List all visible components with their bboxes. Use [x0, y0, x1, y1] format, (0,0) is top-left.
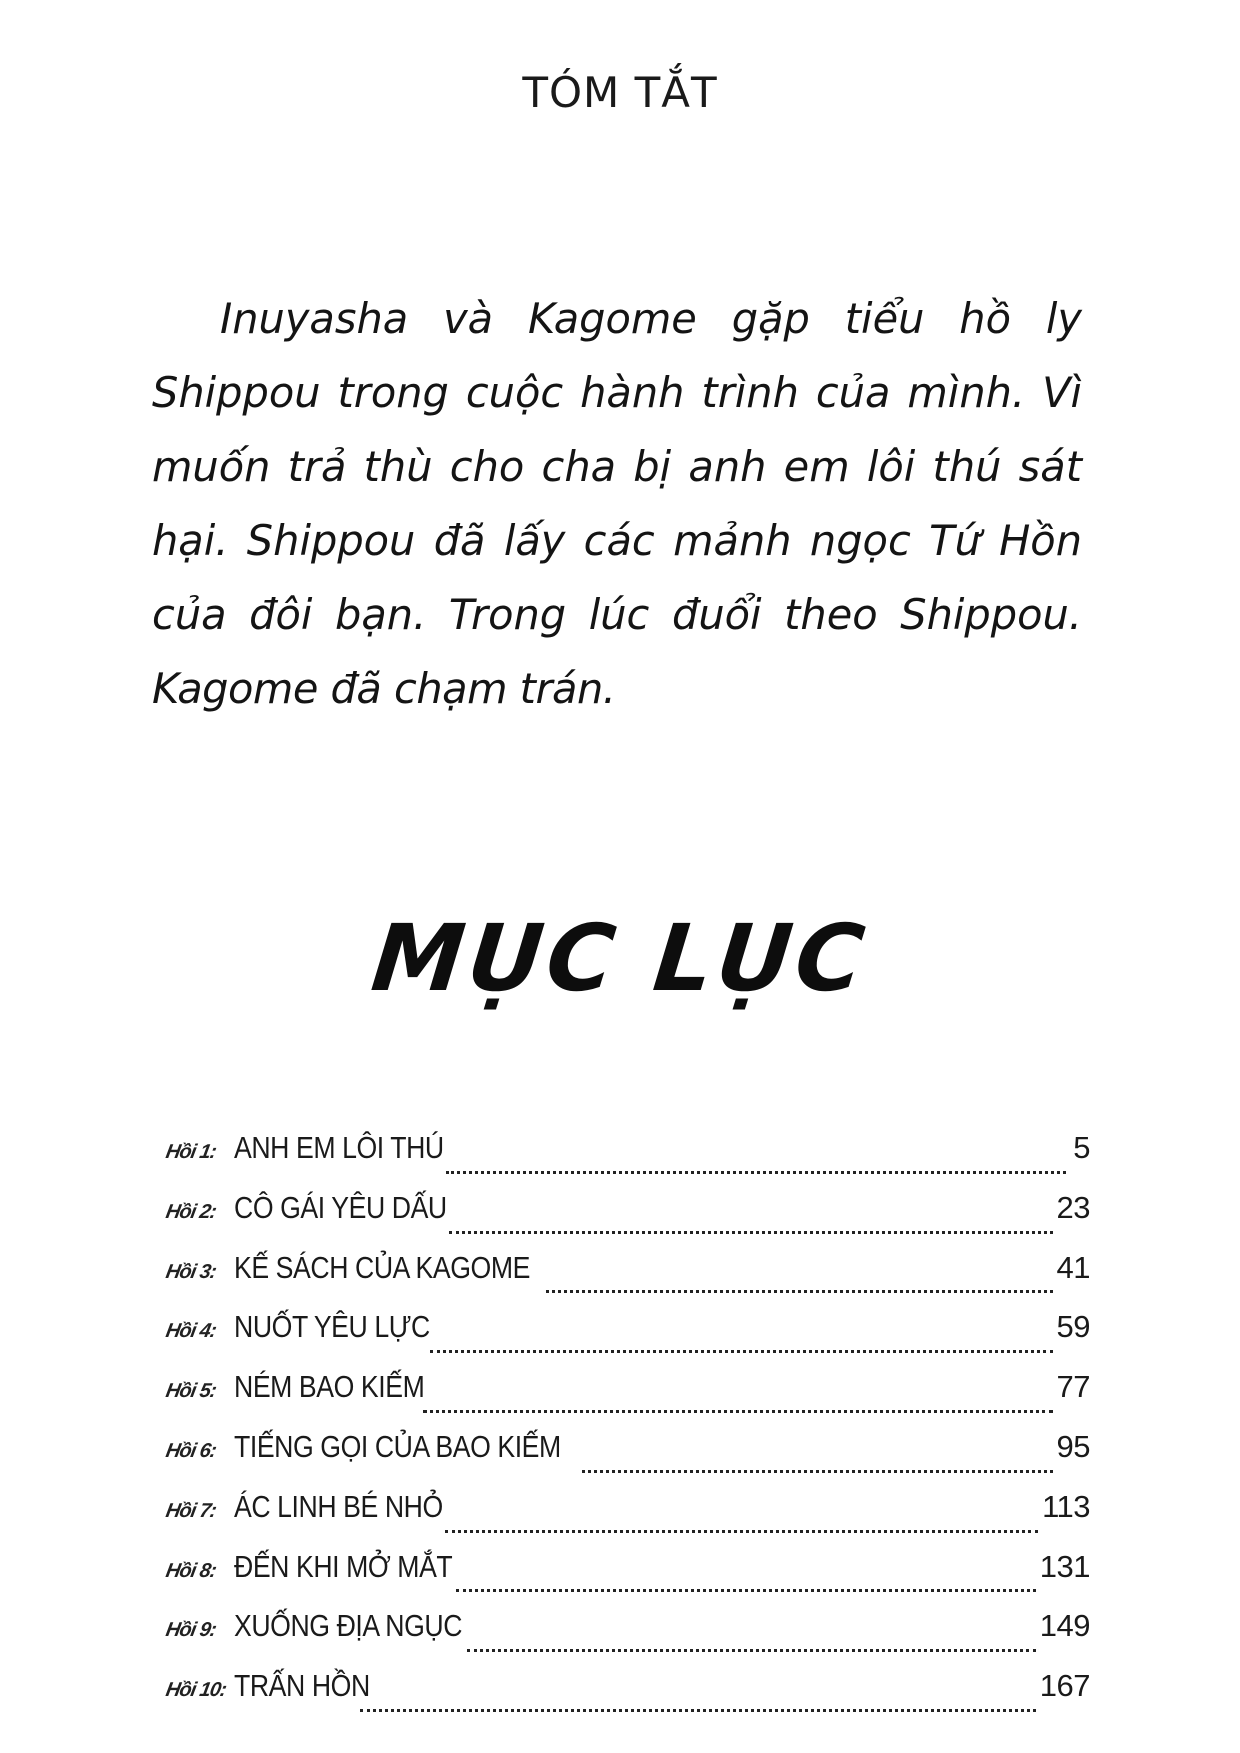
- toc-chapter-label: Hồi 10:: [164, 1679, 228, 1702]
- toc-title: MỤC LỤC: [367, 905, 873, 1012]
- toc-chapter-label: Hồi 1:: [164, 1141, 218, 1163]
- toc-chapter-label: Hồi 7:: [164, 1499, 218, 1522]
- toc-entry: [166, 1309, 1090, 1369]
- toc-entry: [166, 1489, 1090, 1549]
- toc-leader-dots: [582, 1470, 1053, 1473]
- summary-paragraph: [152, 282, 1082, 726]
- toc-entry: [166, 1190, 1090, 1250]
- toc-chapter-label: Hồi 6:: [164, 1439, 218, 1462]
- toc-page-number: 149: [1039, 1608, 1090, 1644]
- toc-page-number: 23: [1056, 1189, 1090, 1225]
- toc-page-number: 59: [1056, 1309, 1090, 1345]
- toc-page-number: 167: [1039, 1668, 1090, 1704]
- toc-entry: [166, 1668, 1090, 1728]
- toc-entry: [166, 1608, 1090, 1668]
- toc-entry: [166, 1369, 1090, 1429]
- toc-chapter-title: TIẾNG GỌI CỦA BAO KIẾM: [234, 1428, 561, 1464]
- summary-line: Inuyasha và Kagome gặp tiểu hồ ly: [220, 294, 1082, 343]
- summary-line: hại. Shippou đã lấy các mảnh ngọc Tứ Hồn: [152, 516, 1082, 565]
- toc-leader-dots: [430, 1350, 1053, 1353]
- toc-chapter-title: NÉM BAO KIẾM: [234, 1369, 425, 1405]
- toc-chapter-title: TRẤN HỒN: [234, 1668, 370, 1704]
- toc-page-number: 131: [1039, 1548, 1090, 1584]
- toc-page-number: 5: [1073, 1130, 1090, 1165]
- summary-line: muốn trả thù cho cha bị anh em lôi thú sát: [152, 442, 1082, 491]
- toc-page-number: 41: [1056, 1249, 1090, 1285]
- toc-chapter-title: XUỐNG ĐỊA NGỤC: [234, 1608, 463, 1644]
- summary-title: TÓM TẮT: [522, 68, 718, 117]
- toc-entry: [166, 1549, 1090, 1609]
- toc-entry: [166, 1429, 1090, 1489]
- summary-line: Kagome đã chạm trán.: [152, 664, 616, 713]
- toc-chapter-title: CÔ GÁI YÊU DẤU: [234, 1189, 447, 1225]
- toc-leader-dots: [446, 1171, 1066, 1174]
- toc-leader-dots: [449, 1231, 1052, 1234]
- toc-chapter-title: KẾ SÁCH CỦA KAGOME: [234, 1249, 530, 1285]
- toc-chapter-title: ĐẾN KHI MỞ MẮT: [234, 1548, 453, 1584]
- toc-chapter-label: Hồi 8:: [164, 1559, 218, 1582]
- toc-chapter-label: Hồi 4:: [164, 1320, 218, 1343]
- toc-page-number: 77: [1056, 1369, 1090, 1405]
- toc-chapter-label: Hồi 9:: [164, 1619, 218, 1642]
- toc-chapter-label: Hồi 3:: [164, 1260, 218, 1283]
- toc-leader-dots: [456, 1589, 1036, 1592]
- toc-entry: [166, 1130, 1090, 1190]
- summary-line: Shippou trong cuộc hành trình của mình. Vì: [152, 368, 1082, 417]
- toc-page-number: 95: [1056, 1428, 1090, 1464]
- toc-entry: [166, 1250, 1090, 1310]
- toc-chapter-title: ANH EM LÔI THÚ: [234, 1130, 444, 1165]
- toc-leader-dots: [445, 1530, 1038, 1533]
- toc-chapter-label: Hồi 2:: [164, 1200, 218, 1223]
- summary-line: của đôi bạn. Trong lúc đuổi theo Shippou.: [152, 590, 1082, 639]
- toc-page-number: 113: [1042, 1488, 1090, 1524]
- toc-leader-dots: [423, 1410, 1052, 1413]
- toc-leader-dots: [360, 1709, 1036, 1712]
- toc-chapter-title: NUỐT YÊU LỰC: [234, 1309, 430, 1345]
- toc-leader-dots: [467, 1649, 1036, 1652]
- toc-chapter-title: ÁC LINH BÉ NHỎ: [234, 1488, 443, 1524]
- toc-chapter-label: Hồi 5:: [164, 1380, 218, 1403]
- table-of-contents: [166, 1130, 1090, 1728]
- toc-leader-dots: [546, 1290, 1052, 1293]
